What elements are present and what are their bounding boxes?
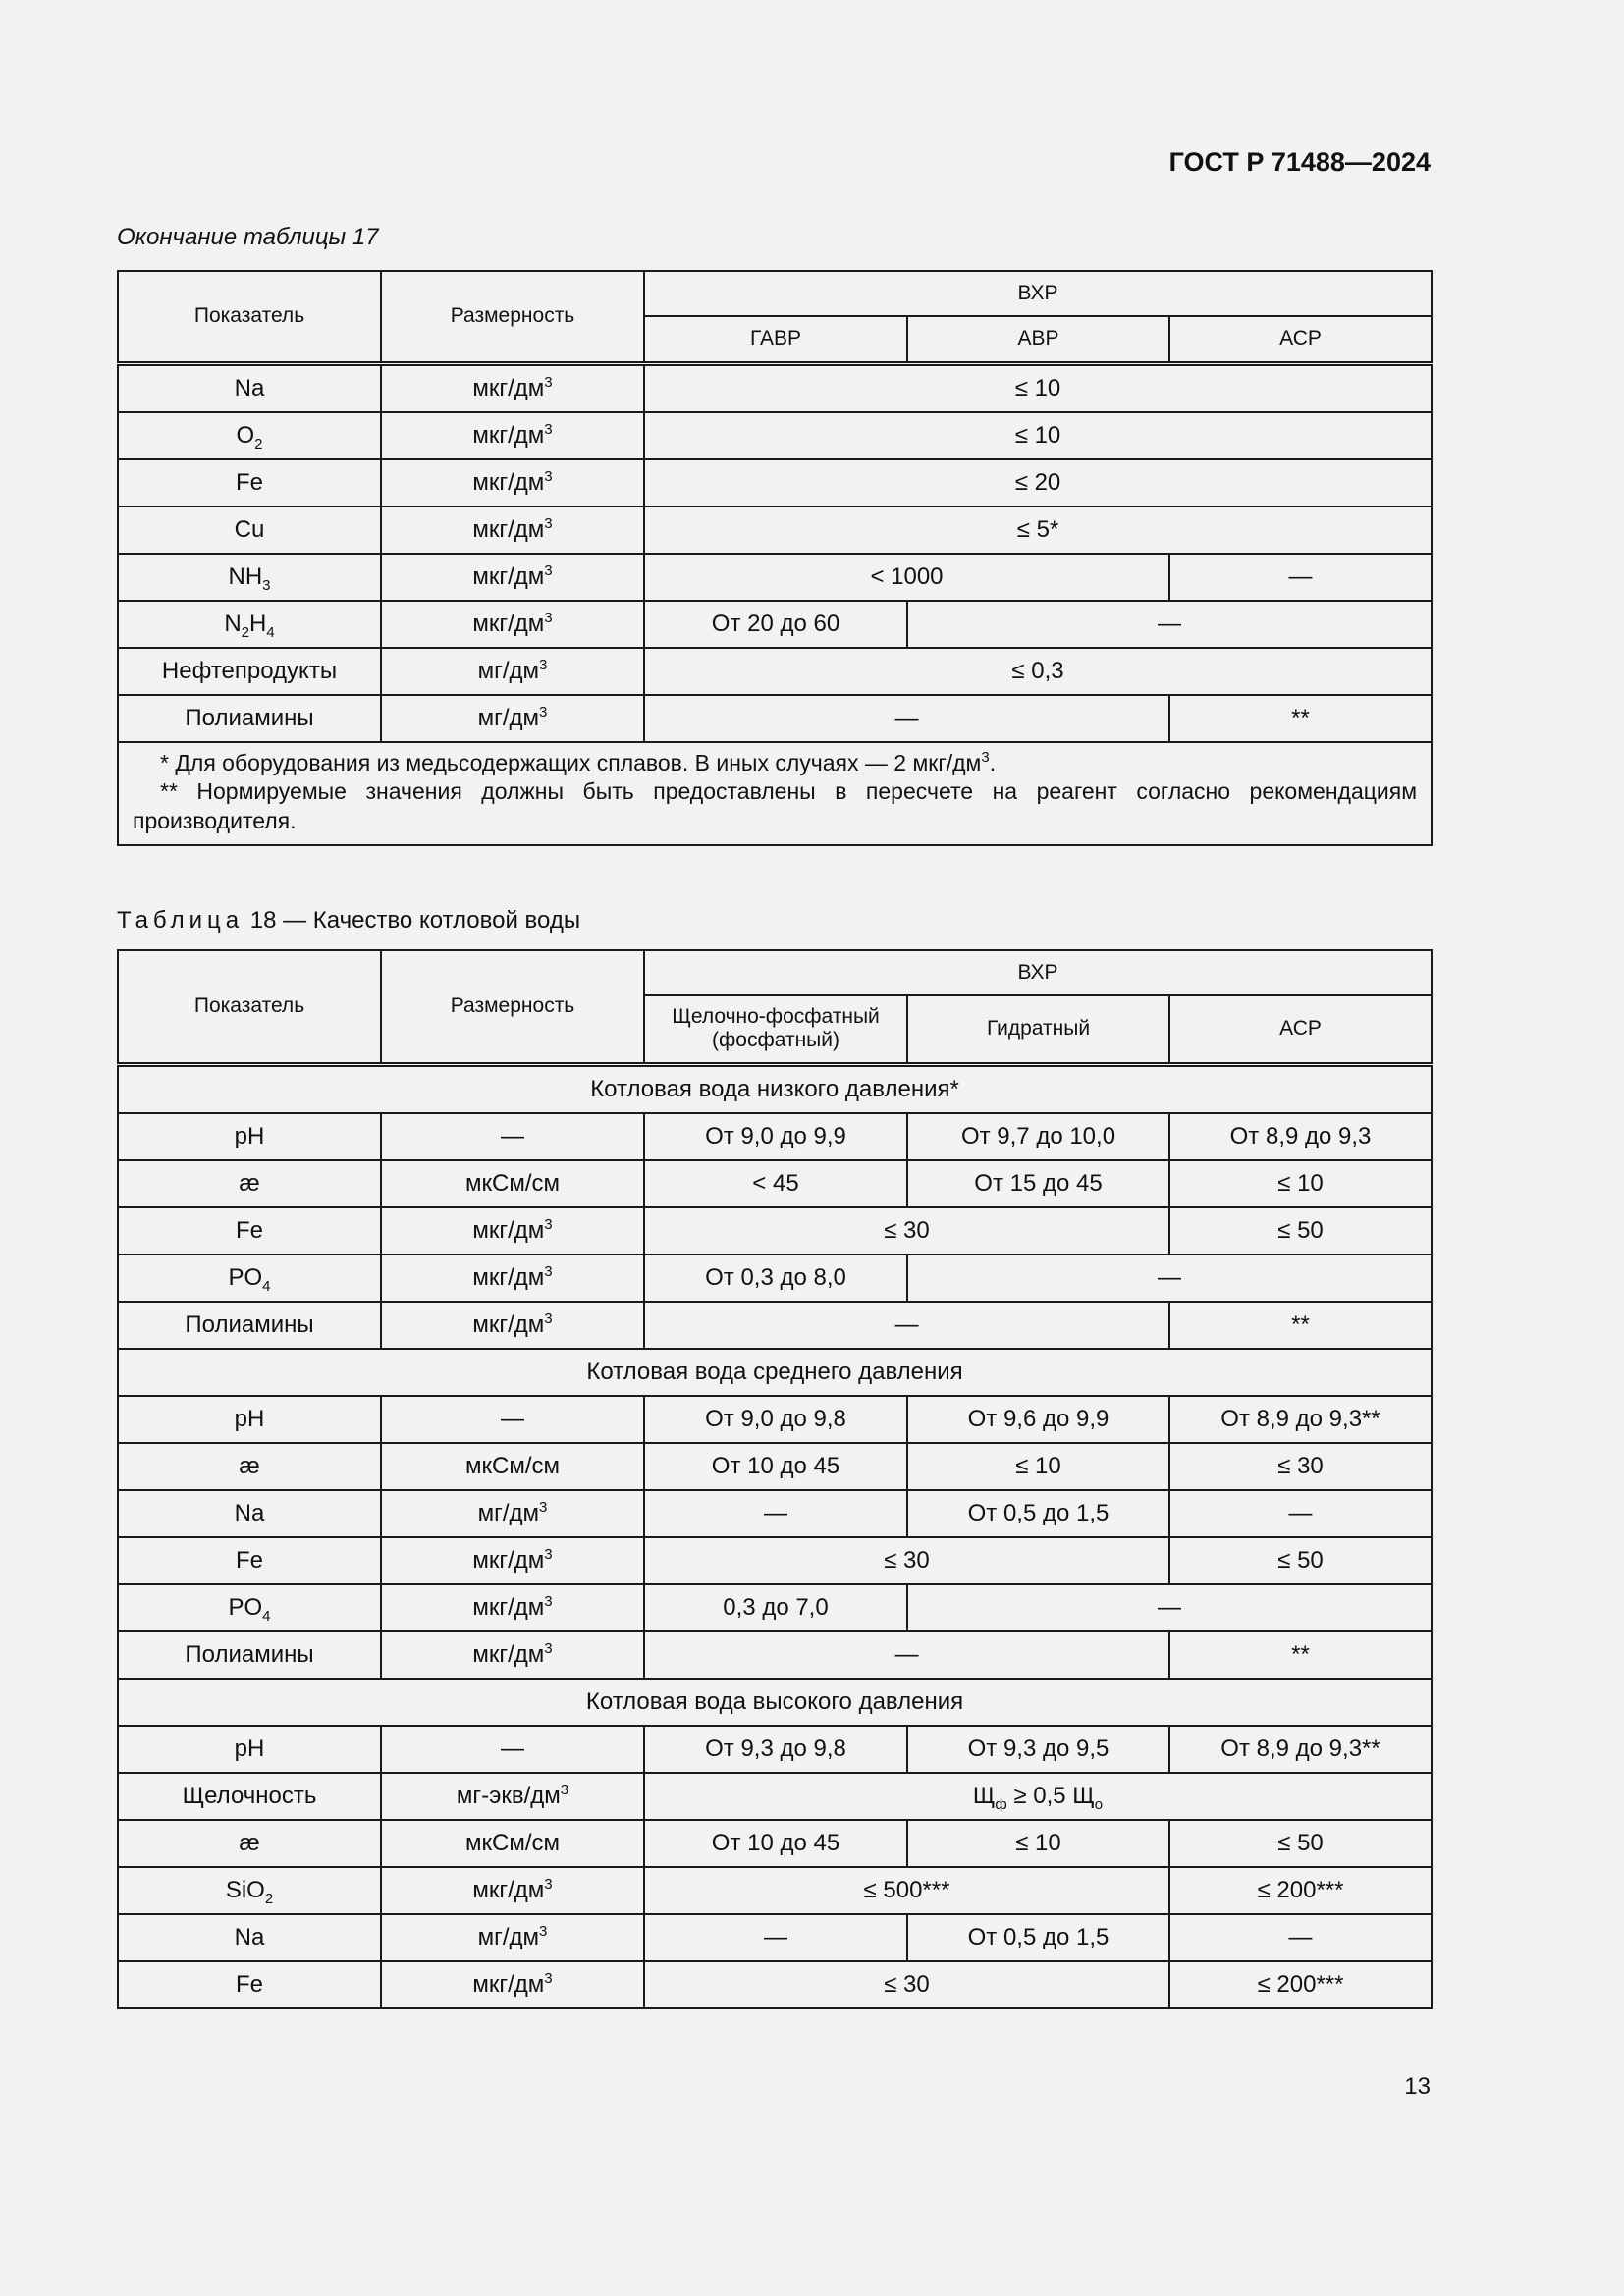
- table-row: [118, 601, 1432, 648]
- value-cell: От 10 до 45: [644, 1443, 907, 1490]
- indicator-cell: æ: [118, 1160, 381, 1207]
- value-cell: От 9,6 до 9,9: [907, 1396, 1169, 1443]
- value-cell: —: [907, 601, 1432, 648]
- indicator-cell: Fe: [118, 1207, 381, 1255]
- indicator-cell: Полиамины: [118, 695, 381, 742]
- section-high-pressure: Котловая вода высокого давления: [118, 1679, 1432, 1726]
- value-cell: ≤ 10: [1169, 1160, 1432, 1207]
- indicator-cell: Нефтепродукты: [118, 648, 381, 695]
- value-cell: ≤ 200***: [1169, 1867, 1432, 1914]
- value-cell: —: [644, 1302, 1169, 1349]
- unit-cell: мкСм/см: [381, 1820, 644, 1867]
- unit-cell: мкг/$дм^3$: [381, 1867, 644, 1914]
- value-cell: ≤ 10: [907, 1443, 1169, 1490]
- page-number: 13: [1404, 2073, 1431, 2100]
- value-cell: От 0,3 до 8,0: [644, 1255, 907, 1302]
- value-cell: ≤ 10: [644, 363, 1432, 412]
- table-row: [118, 1867, 1432, 1914]
- unit-cell: мкг/$дм^3$: [381, 1631, 644, 1679]
- table-18-caption: Таблица 18 — Качество котловой воды: [117, 907, 581, 934]
- indicator-cell: $NH_3$: [118, 554, 381, 601]
- table-row: [118, 1537, 1432, 1584]
- unit-cell: мкг/$дм^3$: [381, 1961, 644, 2008]
- indicator-cell: pH: [118, 1113, 381, 1160]
- table-row: [118, 1207, 1432, 1255]
- header-alkaline-phosphate: Щелочно-фосфатный (фосфатный): [644, 995, 907, 1064]
- indicator-cell: pH: [118, 1726, 381, 1773]
- table-row: [118, 1773, 1432, 1820]
- table-row: [118, 459, 1432, 507]
- table-row: [118, 695, 1432, 742]
- value-cell: < 1000: [644, 554, 1169, 601]
- unit-cell: мкСм/см: [381, 1160, 644, 1207]
- header-unit: Размерность: [381, 950, 644, 1064]
- value-cell: ≤ 30: [1169, 1443, 1432, 1490]
- value-cell: 0,3 до 7,0: [644, 1584, 907, 1631]
- value-cell: ≤ 200***: [1169, 1961, 1432, 2008]
- indicator-cell: Cu: [118, 507, 381, 554]
- unit-cell: мкг/$дм^3$: [381, 1537, 644, 1584]
- indicator-cell: æ: [118, 1443, 381, 1490]
- indicator-cell: Полиамины: [118, 1631, 381, 1679]
- value-cell: От 20 до 60: [644, 601, 907, 648]
- value-cell: От 9,0 до 9,8: [644, 1396, 907, 1443]
- unit-cell: $мг/дм^3$: [381, 648, 644, 695]
- value-cell: ≤ 50: [1169, 1207, 1432, 1255]
- unit-cell: мкг/$дм^3$: [381, 601, 644, 648]
- table-row: [118, 1302, 1432, 1349]
- value-cell: —: [1169, 554, 1432, 601]
- table-row: [118, 1584, 1432, 1631]
- value-cell: —: [644, 1490, 907, 1537]
- value-cell: От 0,5 до 1,5: [907, 1490, 1169, 1537]
- value-cell: От 9,0 до 9,9: [644, 1113, 907, 1160]
- value-cell: ≤ 30: [644, 1961, 1169, 2008]
- value-cell: —: [644, 1914, 907, 1961]
- table-row: [118, 1443, 1432, 1490]
- value-cell: От 9,3 до 9,5: [907, 1726, 1169, 1773]
- header-vhr: ВХР: [644, 271, 1432, 316]
- unit-cell: мкг/$дм^3$: [381, 554, 644, 601]
- table-row: [118, 1490, 1432, 1537]
- value-cell: —: [1169, 1490, 1432, 1537]
- table-row: [118, 648, 1432, 695]
- value-cell: От 15 до 45: [907, 1160, 1169, 1207]
- indicator-cell: $N_2H_4$: [118, 601, 381, 648]
- value-cell: От 8,9 до 9,3**: [1169, 1396, 1432, 1443]
- header-asr: АСР: [1169, 316, 1432, 363]
- indicator-cell: SiO$_2$: [118, 1867, 381, 1914]
- table-row: [118, 1914, 1432, 1961]
- unit-cell: мкг/$дм^3$: [381, 1255, 644, 1302]
- unit-cell: $мг/дм^3$: [381, 1914, 644, 1961]
- table-row: [118, 1961, 1432, 2008]
- section-medium-pressure: Котловая вода среднего давления: [118, 1349, 1432, 1396]
- table-row: [118, 1396, 1432, 1443]
- unit-cell: мкСм/см: [381, 1443, 644, 1490]
- table-row: [118, 1255, 1432, 1302]
- table-row: [118, 412, 1432, 459]
- value-cell: От 10 до 45: [644, 1820, 907, 1867]
- table-row: [118, 507, 1432, 554]
- value-cell: ≤ 50: [1169, 1820, 1432, 1867]
- table-18: [117, 949, 1433, 2009]
- value-cell: ≤ 30: [644, 1207, 1169, 1255]
- section-low-pressure: Котловая вода низкого давления*: [118, 1064, 1432, 1113]
- indicator-cell: æ: [118, 1820, 381, 1867]
- table-row: [118, 1160, 1432, 1207]
- header-asr: АСР: [1169, 995, 1432, 1064]
- value-cell: $Щ_ф \ge 0,5$ $Щ_о$: [644, 1773, 1432, 1820]
- indicator-cell: $O_2$: [118, 412, 381, 459]
- footnote-2: ** Нормируемые значения должны быть предоставлены в пересчете на реагент согласно рекомендациям производителя.: [133, 778, 1418, 834]
- unit-cell: мкг/$дм^3$: [381, 1207, 644, 1255]
- unit-cell: мкг/$дм^3$: [381, 1302, 644, 1349]
- value-cell: ≤ 20: [644, 459, 1432, 507]
- unit-cell: —: [381, 1726, 644, 1773]
- indicator-cell: Na: [118, 1490, 381, 1537]
- value-cell: ≤ 30: [644, 1537, 1169, 1584]
- value-cell: < 45: [644, 1160, 907, 1207]
- value-cell: От 9,3 до 9,8: [644, 1726, 907, 1773]
- unit-cell: мкг/$дм^3$: [381, 363, 644, 412]
- header-vhr: ВХР: [644, 950, 1432, 995]
- unit-cell: мкг/$дм^3$: [381, 412, 644, 459]
- header-indicator: Показатель: [118, 271, 381, 363]
- value-cell: —: [644, 1631, 1169, 1679]
- header-hydrate: Гидратный: [907, 995, 1169, 1064]
- table-17: [117, 270, 1433, 846]
- header-avr: АВР: [907, 316, 1169, 363]
- unit-cell: $мг/дм^3$: [381, 695, 644, 742]
- table-row: [118, 1113, 1432, 1160]
- indicator-cell: Полиамины: [118, 1302, 381, 1349]
- indicator-cell: Щелочность: [118, 1773, 381, 1820]
- unit-cell: $мг-экв/дм^3$: [381, 1773, 644, 1820]
- table-row: [118, 1820, 1432, 1867]
- value-cell: **: [1169, 695, 1432, 742]
- unit-cell: мкг/$дм^3$: [381, 1584, 644, 1631]
- indicator-cell: $PO_4$: [118, 1584, 381, 1631]
- value-cell: —: [907, 1584, 1432, 1631]
- value-cell: —: [1169, 1914, 1432, 1961]
- value-cell: От 9,7 до 10,0: [907, 1113, 1169, 1160]
- table-notes-row: [118, 742, 1432, 846]
- indicator-cell: Na: [118, 1914, 381, 1961]
- table-notes: [118, 742, 1432, 846]
- value-cell: От 8,9 до 9,3: [1169, 1113, 1432, 1160]
- value-cell: От 0,5 до 1,5: [907, 1914, 1169, 1961]
- value-cell: ≤ 0,3: [644, 648, 1432, 695]
- table-row: [118, 1726, 1432, 1773]
- value-cell: ≤ 50: [1169, 1537, 1432, 1584]
- indicator-cell: Na: [118, 363, 381, 412]
- indicator-cell: pH: [118, 1396, 381, 1443]
- value-cell: ≤ 500***: [644, 1867, 1169, 1914]
- unit-cell: мкг/$дм^3$: [381, 459, 644, 507]
- indicator-cell: Fe: [118, 1537, 381, 1584]
- unit-cell: $мг/дм^3$: [381, 1490, 644, 1537]
- header-gavr: ГАВР: [644, 316, 907, 363]
- indicator-cell: $PO_4$: [118, 1255, 381, 1302]
- table-row: [118, 363, 1432, 412]
- header-unit: Размерность: [381, 271, 644, 363]
- value-cell: **: [1169, 1302, 1432, 1349]
- table-17-continuation-caption: Окончание таблицы 17: [117, 224, 379, 250]
- footnote-1: * Для оборудования из медьсодержащих сплавов. В иных случаях — 2 мкг/$дм^3$.: [160, 748, 997, 775]
- header-indicator: Показатель: [118, 950, 381, 1064]
- unit-cell: мкг/$дм^3$: [381, 507, 644, 554]
- table-row: [118, 1631, 1432, 1679]
- indicator-cell: Fe: [118, 1961, 381, 2008]
- value-cell: —: [907, 1255, 1432, 1302]
- document-code: ГОСТ Р 71488—2024: [1168, 147, 1431, 177]
- value-cell: ≤ 10: [644, 412, 1432, 459]
- value-cell: ≤ 10: [907, 1820, 1169, 1867]
- indicator-cell: Fe: [118, 459, 381, 507]
- value-cell: От 8,9 до 9,3**: [1169, 1726, 1432, 1773]
- unit-cell: —: [381, 1113, 644, 1160]
- value-cell: ≤ 5*: [644, 507, 1432, 554]
- table-row: [118, 554, 1432, 601]
- value-cell: —: [644, 695, 1169, 742]
- unit-cell: —: [381, 1396, 644, 1443]
- value-cell: **: [1169, 1631, 1432, 1679]
